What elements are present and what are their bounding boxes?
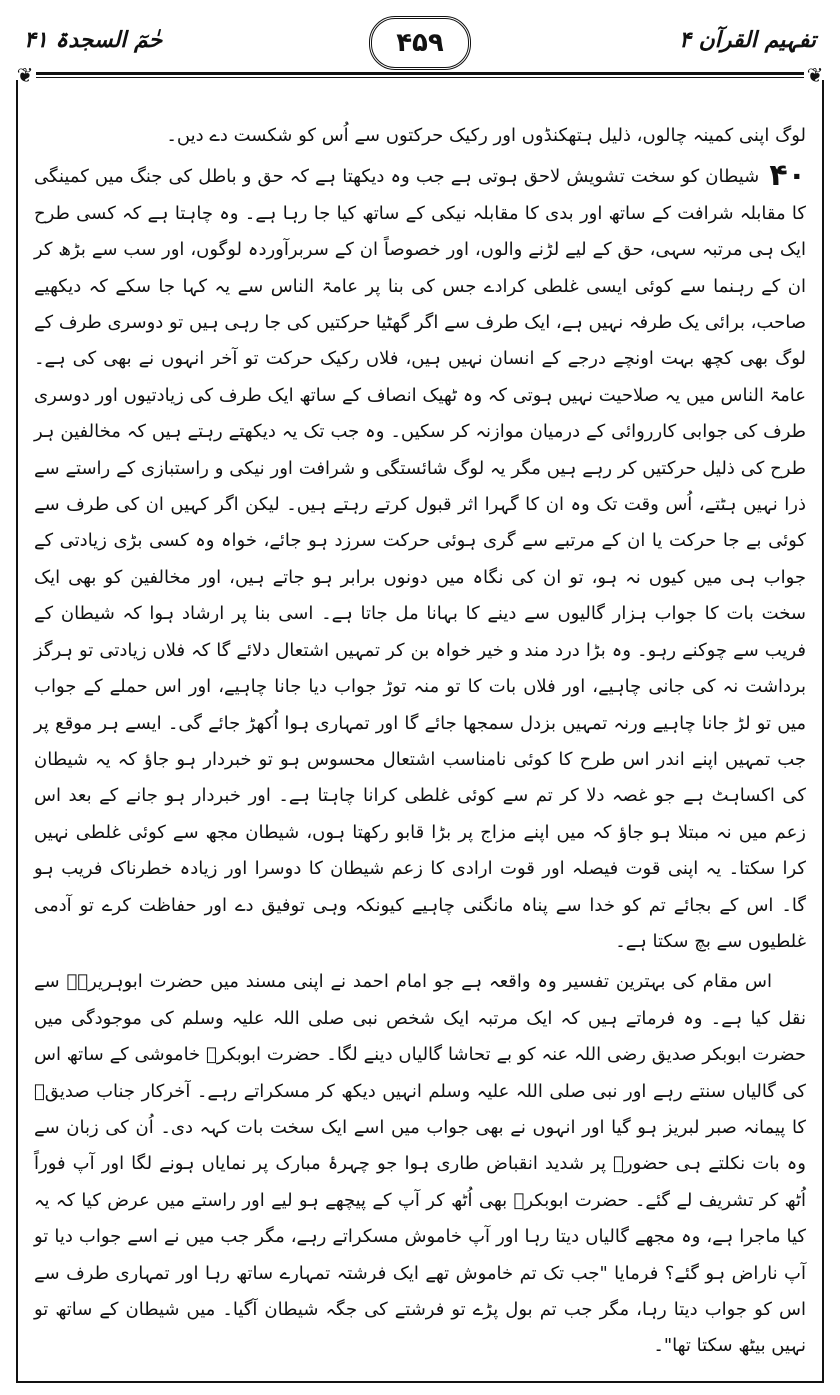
header-rule-thin: [14, 77, 826, 78]
paragraph: [34, 964, 806, 1364]
paragraph-text: لوگ اپنی کمینہ چالوں، ذلیل ہتھکنڈوں اور رکیک حرکتوں سے اُس کو شکست دے دیں۔: [166, 125, 806, 146]
page-number: ۴۵۹: [396, 28, 444, 58]
corner-ornament-icon: ❦: [804, 64, 826, 86]
corner-ornament-icon: ❦: [14, 64, 36, 86]
frame-border-left: [16, 80, 18, 1383]
footnote-number: ۴۰: [769, 158, 806, 194]
page-number-badge: [369, 16, 471, 70]
paragraph: [34, 118, 806, 154]
book-title: تفہیم القرآن ۴: [679, 28, 816, 53]
frame-border-bottom: [16, 1381, 824, 1383]
header-rule-thick: [14, 72, 826, 75]
surah-title: حٰمٓ السجدۃ ۴۱: [24, 28, 163, 53]
paragraph-text: اس مقام کی بہترین تفسیر وہ واقعہ ہے جو امام احمد نے اپنی مسند میں حضرت ابوہریرہؓ سے نقل کیا ہے۔ وہ فرماتے ہیں کہ ایک مرتبہ ایک شخص نبی صلی اللہ علیہ وسلم کی موجودگی میں حضرت ابوبکر صدیق رضی اللہ عنہ کو بے تحاشا گالیاں دینے لگا۔ حضرت ابوبکرؓ خاموشی کے ساتھ اس کی گالیاں سنتے رہے اور نبی صلی اللہ علیہ وسلم انہیں دیکھ کر مسکراتے رہے۔ آخرکار جناب صدیقؓ کا پیمانہ صبر لبریز ہو گیا اور انہوں نے بھی جواب میں اسے ایک سخت بات کہہ دی۔ اُن کی زبان سے وہ بات نکلتے ہی حضورؐ پر شدید انقباض طاری ہوا جو چہرۂ مبارک پر نمایاں ہونے لگا اور آپ فوراً اُٹھ کر تشریف لے گئے۔ حضرت ابوبکرؓ بھی اُٹھ کر آپ کے پیچھے ہو لیے اور راستے میں عرض کیا کہ یہ کیا ماجرا ہے، وہ مجھے گالیاں دیتا رہا اور آپ خاموش مسکراتے رہے، مگر جب میں نے اسے جواب دیا تو آپ ناراض ہو گئے؟ فرمایا "جب تک تم خاموش تھے ایک فرشتہ تمہارے ساتھ رہا اور تمہاری طرف سے اس کو جواب دیتا رہا، مگر جب تم بول پڑے تو فرشتے کی جگہ شیطان آگیا۔ میں شیطان کے ساتھ تو نہیں بیٹھ سکتا تھا"۔: [34, 971, 806, 1357]
page-header: [14, 10, 826, 70]
frame-border-right: [822, 80, 824, 1383]
page-body: [34, 118, 806, 1368]
footnote-paragraph: [34, 158, 806, 960]
paragraph-text: شیطان کو سخت تشویش لاحق ہوتی ہے جب وہ دیکھتا ہے کہ حق و باطل کی جنگ میں کمینگی کا مقابلہ شرافت کے ساتھ اور بدی کا مقابلہ نیکی کے ساتھ کیا جا رہا ہے۔ وہ چاہتا ہے کہ کسی طرح ایک ہی مرتبہ سہی، حق کے لیے لڑنے والوں، اور خصوصاً ان کے سربرآوردہ لوگوں، اور سب سے بڑھ کر ان کے رہنما سے کوئی ایسی غلطی کرادے جس کی بنا پر عامۃ الناس سے یہ کہا جا سکے کہ دیکھیے صاحب، برائی یک طرفہ نہیں ہے، ایک طرف سے اگر گھٹیا حرکتیں کی جا رہی ہیں تو دوسری طرف کے لوگ بھی کچھ بہت اونچے درجے کے انسان نہیں ہیں، فلاں رکیک حرکت تو آخر انہوں نے بھی کی ہے۔ عامۃ الناس میں یہ صلاحیت نہیں ہوتی کہ وہ ٹھیک انصاف کے ساتھ ایک طرف کی زیادتیوں اور دوسری طرف کی جوابی کارروائی کے درمیان موازنہ کر سکیں۔ وہ جب تک یہ دیکھتے رہتے ہیں کہ مخالفین ہر طرح کی ذلیل حرکتیں کر رہے ہیں مگر یہ لوگ شائستگی و شرافت اور نیکی و راستبازی کے راستے سے ذرا نہیں ہٹتے، اُس وقت تک وہ ان کا گہرا اثر قبول کرتے رہتے ہیں۔ لیکن اگر کہیں ان کی طرف سے کوئی بے جا حرکت یا ان کے مرتبے سے گری ہوئی حرکت سرزد ہو جائے، خواہ وہ کسی بڑی زیادتی کے جواب ہی میں کیوں نہ ہو، تو ان کی نگاہ میں دونوں برابر ہو جاتے ہیں، اور مخالفین کو بھی ایک سخت بات کا جواب ہزار گالیوں سے دینے کا بہانا مل جاتا ہے۔ اسی بنا پر ارشاد ہوا کہ شیطان کے فریب سے چوکنے رہو۔ وہ بڑا درد مند و خیر خواہ بن کر تمہیں اشتعال دلائے گا کہ فلاں زیادتی تو ہرگز برداشت نہ کی جانی چاہیے، اور فلاں بات کا تو منہ توڑ جواب دیا جانا چاہیے، اور اس حملے کے جواب میں تو لڑ جانا چاہیے ورنہ تمہیں بزدل سمجھا جائے گا اور تمہاری ہوا اُکھڑ جائے گی۔ ایسے ہر موقع پر جب تمہیں اپنے اندر اس طرح کا کوئی نامناسب اشتعال محسوس ہو تو خبردار ہو جاؤ کہ یہ شیطان کی اکساہٹ ہے جو غصہ دلا کر تم سے کوئی غلطی کرانا چاہتا ہے۔ اور خبردار ہو جانے کے بعد اس زعم میں نہ مبتلا ہو جاؤ کہ میں اپنے مزاج پر بڑا قابو رکھتا ہوں، شیطان مجھ سے کوئی غلطی نہیں کرا سکتا۔ یہ اپنی قوت فیصلہ اور قوت ارادی کا زعم شیطان کا دوسرا اور زیادہ خطرناک فریب ہو گا۔ اس کے بجائے تم کو خدا سے پناہ مانگنی چاہیے کیونکہ وہی توفیق دے اور حفاظت کرے تو آدمی غلطیوں سے بچ سکتا ہے۔: [33, 166, 806, 952]
